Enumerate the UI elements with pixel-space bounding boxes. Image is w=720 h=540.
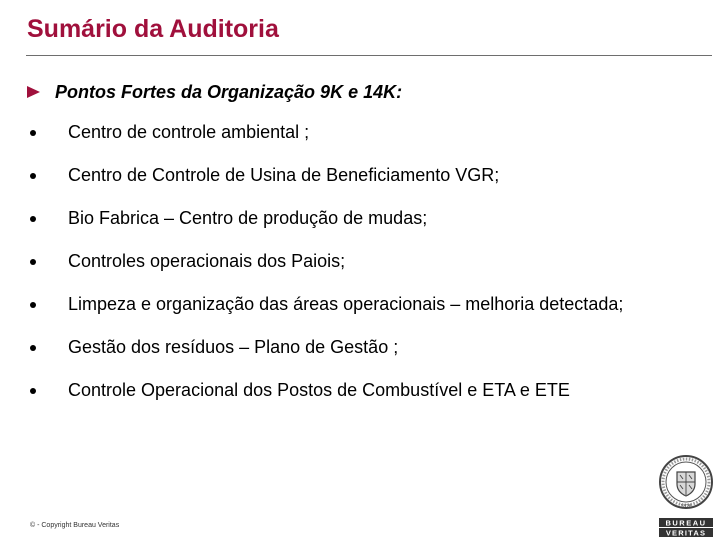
list-item — [30, 120, 623, 163]
brand-wordmark — [659, 518, 713, 538]
bullet-text: Centro de controle ambiental ; — [68, 122, 310, 142]
list-item — [30, 335, 623, 378]
brand-line-bureau: BUREAU — [665, 518, 707, 528]
slide-title: Sumário da Auditoria — [27, 15, 279, 43]
bullet-text: Bio Fabrica – Centro de produção de mudas; — [68, 208, 428, 228]
bullet-text: Limpeza e organização das áreas operacionais – melhoria detectada; — [68, 294, 624, 314]
bullet-dot-icon — [30, 388, 36, 394]
list-item — [30, 206, 623, 249]
bullet-dot-icon — [30, 216, 36, 222]
bullet-dot-icon — [30, 130, 36, 136]
bullet-dot-icon — [30, 259, 36, 265]
bureau-veritas-logo — [655, 448, 717, 538]
bullet-text: Controles operacionais dos Paiois; — [68, 251, 346, 271]
bullet-list — [30, 120, 623, 421]
list-item — [30, 249, 623, 292]
list-item — [30, 163, 623, 206]
seal-year: 1828 — [680, 504, 692, 510]
bullet-dot-icon — [30, 302, 36, 308]
section-heading: Pontos Fortes da Organização 9K e 14K: — [55, 81, 403, 102]
brand-line-veritas: VERITAS — [665, 528, 707, 538]
triangle-arrow-icon — [27, 86, 40, 98]
list-item — [30, 292, 623, 335]
seal-icon — [660, 456, 712, 508]
section-heading-row — [27, 81, 402, 103]
bullet-text: Gestão dos resíduos – Plano de Gestão ; — [68, 337, 399, 357]
bullet-dot-icon — [30, 345, 36, 351]
bullet-text: Centro de Controle de Usina de Beneficiamento VGR; — [68, 165, 500, 185]
copyright-notice: © - Copyright Bureau Veritas — [30, 522, 120, 529]
title-divider — [26, 55, 712, 56]
bullet-dot-icon — [30, 173, 36, 179]
list-item — [30, 378, 623, 421]
bullet-text: Controle Operacional dos Postos de Combustível e ETA e ETE — [68, 380, 570, 400]
